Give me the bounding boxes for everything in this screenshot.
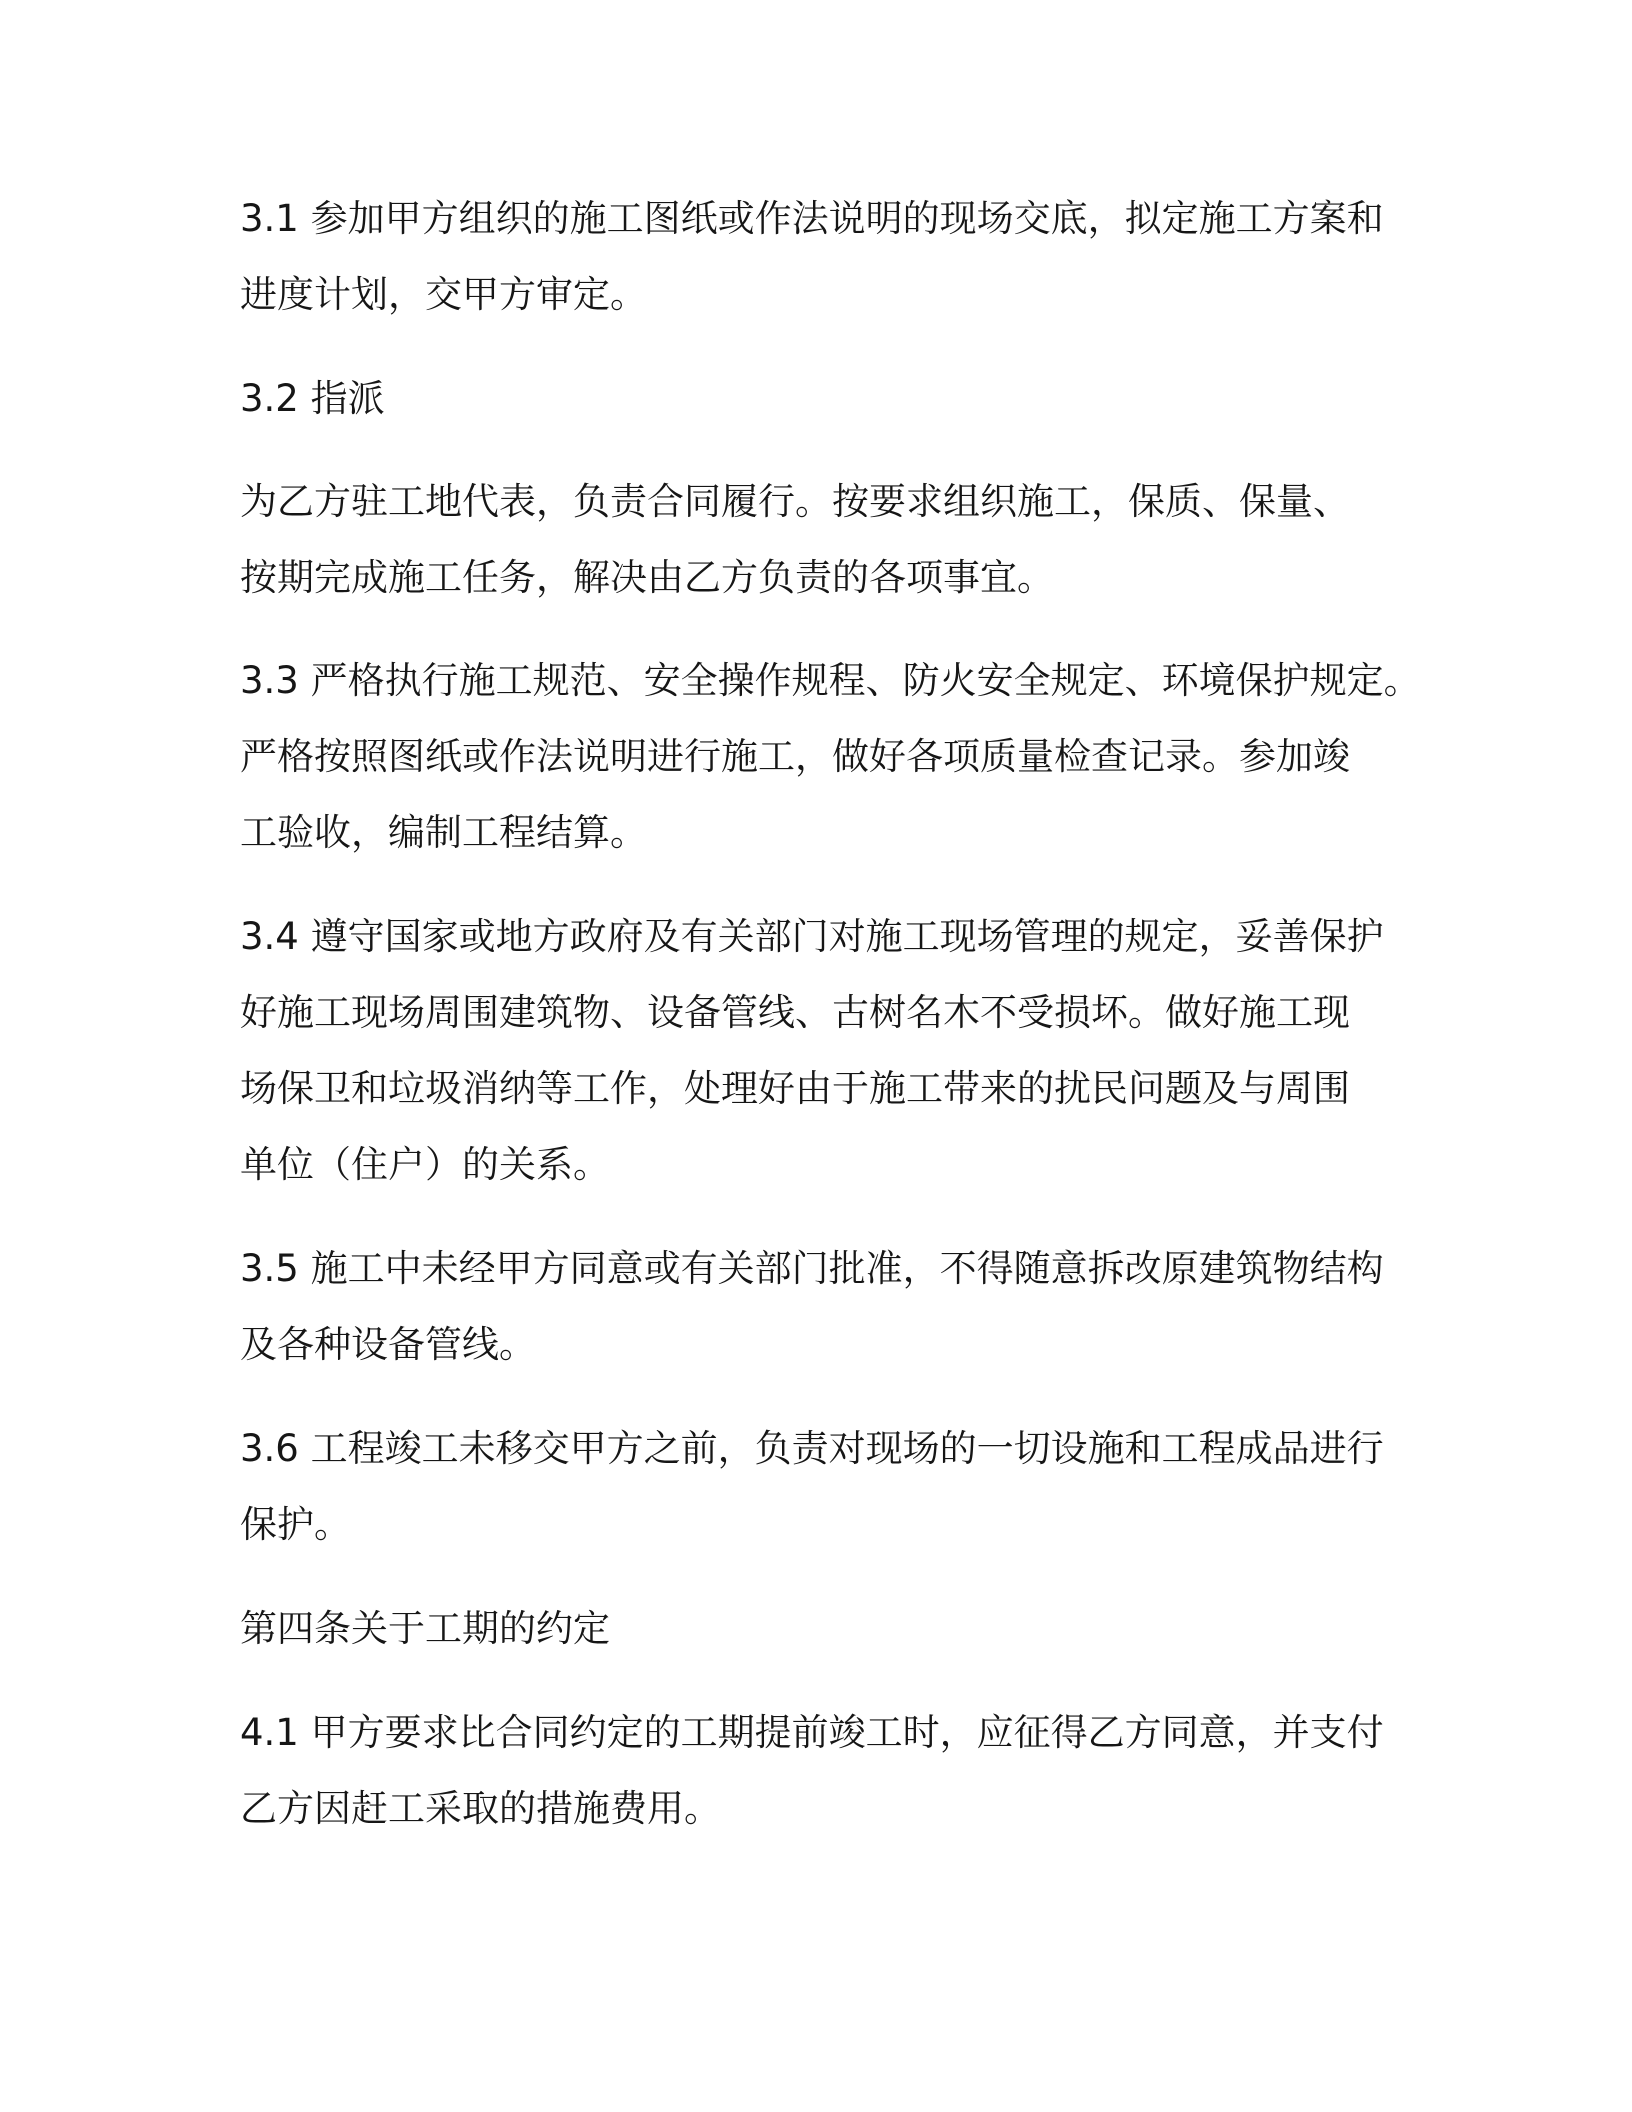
text-line: 3.1 参加甲方组织的施工图纸或作法说明的现场交底，拟定施工方案和 [240,197,1384,240]
text-line: 3.4 遵守国家或地方政府及有关部门对施工现场管理的规定，妥善保护 [240,915,1384,958]
text-line: 3.6 工程竣工未移交甲方之前，负责对现场的一切设施和工程成品进行 [240,1427,1384,1470]
text-line: 工验收，编制工程结算。 [240,811,647,854]
text-line: 3.2 指派 [240,377,385,420]
text-line: 为乙方驻工地代表，负责合同履行。按要求组织施工，保质、保量、 [240,480,1350,523]
text-line: 4.1 甲方要求比合同约定的工期提前竣工时，应征得乙方同意，并支付 [240,1711,1384,1754]
section-heading: 第四条关于工期的约定 [240,1607,610,1650]
text-line: 3.5 施工中未经甲方同意或有关部门批准，不得随意拆改原建筑物结构 [240,1247,1384,1290]
text-line: 单位（住户）的关系。 [240,1143,610,1186]
text-line: 场保卫和垃圾消纳等工作，处理好由于施工带来的扰民问题及与周围 [240,1067,1350,1110]
text-line: 保护。 [240,1503,351,1546]
text-line: 好施工现场周围建筑物、设备管线、古树名木不受损坏。做好施工现 [240,991,1350,1034]
text-line: 3.3 严格执行施工规范、安全操作规程、防火安全规定、环境保护规定。 [240,659,1421,702]
text-line: 严格按照图纸或作法说明进行施工，做好各项质量检查记录。参加竣 [240,735,1350,778]
text-line: 按期完成施工任务，解决由乙方负责的各项事宜。 [240,556,1054,599]
text-line: 及各种设备管线。 [240,1323,536,1366]
text-line: 进度计划，交甲方审定。 [240,273,647,316]
text-line: 乙方因赶工采取的措施费用。 [240,1787,721,1830]
